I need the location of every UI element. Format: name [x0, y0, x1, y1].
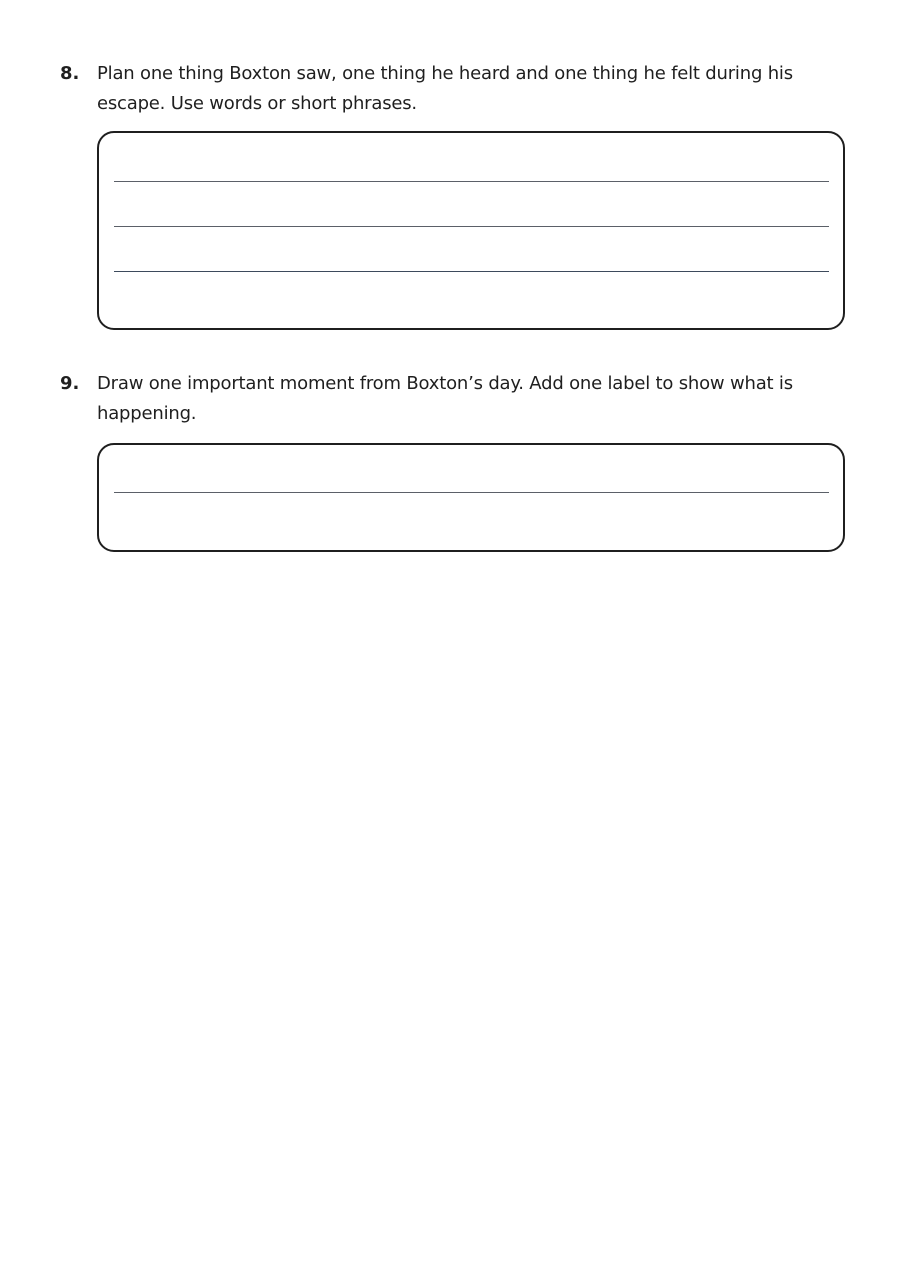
answer-line-3[interactable] — [114, 271, 829, 272]
question-number: 8. — [60, 63, 80, 84]
answer-box-question-8[interactable] — [97, 131, 845, 330]
question-text: Draw one important moment from Boxton’s day. Add one label to show what is happening. — [97, 373, 793, 424]
question-8-row — [60, 59, 850, 119]
answer-box-question-9[interactable] — [97, 443, 845, 552]
answer-line-1[interactable] — [114, 492, 829, 493]
answer-line-1[interactable] — [114, 181, 829, 182]
question-9-row — [60, 369, 850, 429]
question-number: 9. — [60, 373, 80, 394]
question-9 — [60, 369, 850, 429]
answer-line-2[interactable] — [114, 226, 829, 227]
question-8 — [60, 59, 850, 119]
question-text: Plan one thing Boxton saw, one thing he heard and one thing he felt during his escape. Use words or short phrases. — [97, 63, 793, 114]
